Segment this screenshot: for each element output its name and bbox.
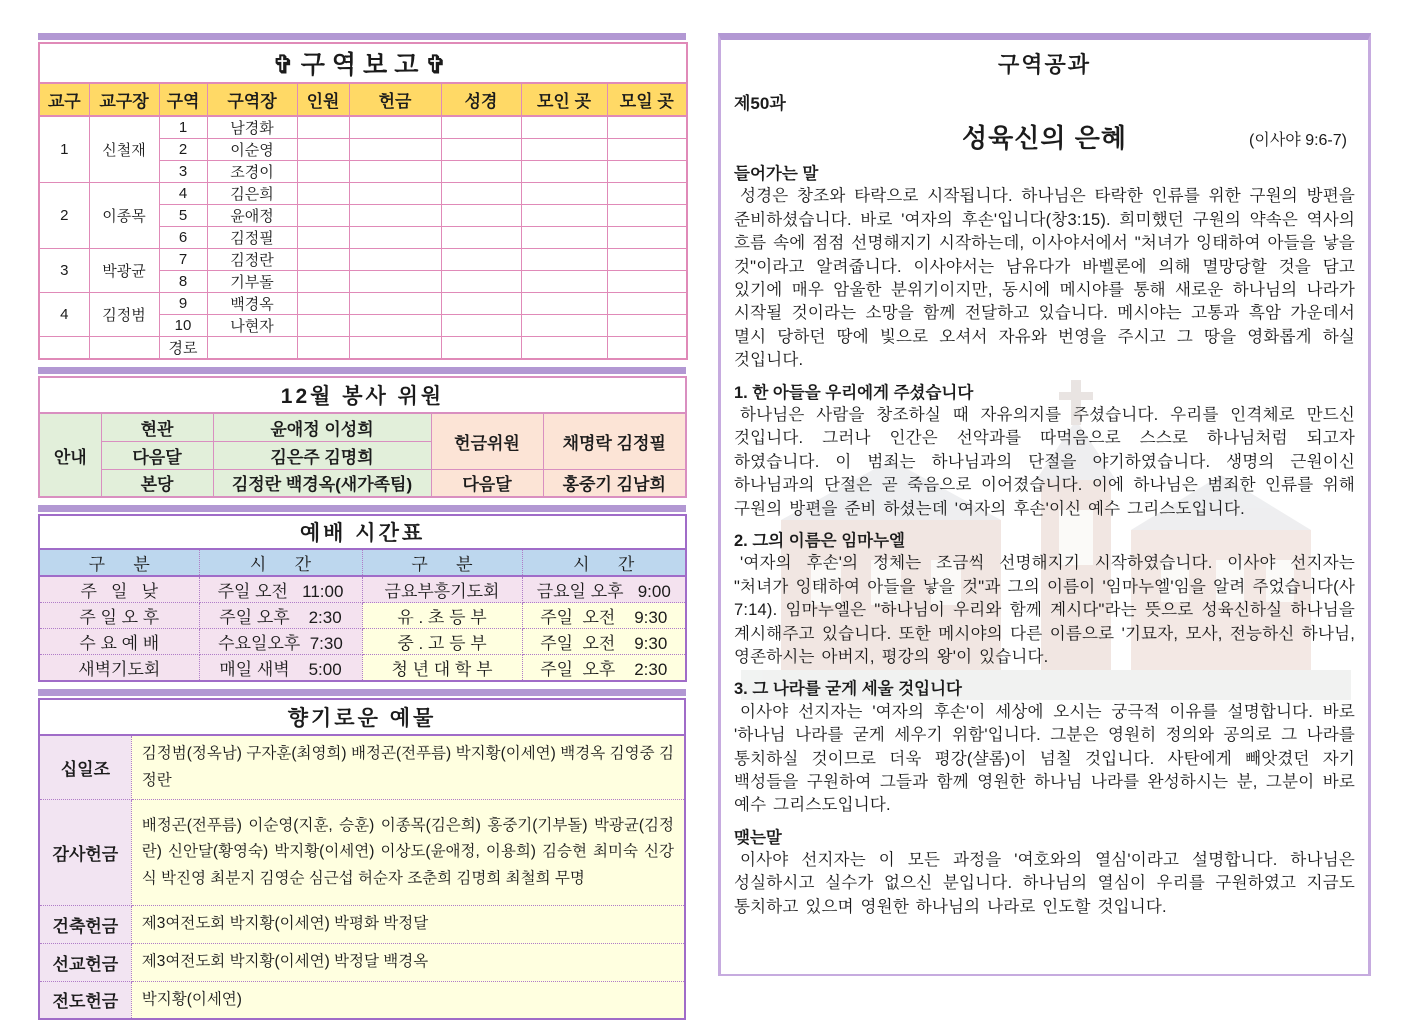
table-row [39, 735, 685, 800]
district-no: 7 [159, 249, 207, 271]
offering-names: 박지황(이세연) [131, 981, 685, 1019]
report-cell-empty [349, 139, 441, 161]
col-header-parish-leader: 교구장 [89, 83, 159, 116]
report-cell-empty [441, 315, 521, 337]
guide-names: 김은주 김명희 [213, 441, 431, 469]
service-committee-title: 12월 봉사 위원 [39, 377, 686, 413]
district-no: 10 [159, 315, 207, 337]
service-name: 청 년 대 학 부 [362, 655, 522, 682]
section-body-2: '여자의 후손'의 정체는 조금씩 선명해지기 시작하였습니다. 이사야 선지자는 "처녀가 잉태하여 아들을 낳을 것"과 그의 이름이 '임마누엘'임을 알려 주었습니다(사 7:14). 임마누엘은 "하나님이 우리와 함께 계시다"라는 뜻으로 성육신하실 하나님을 계시해주고 있습니다. 또한 메시야의 다른 이름으로 '기묘자, 모사, 전능하신 하나님, 영존하시는 아버지, 평강의 왕'이 있습니다. [734, 554, 1355, 666]
report-cell-empty [521, 293, 607, 315]
service-time: 주일 오전 11:00 [199, 576, 362, 603]
report-cell-empty [441, 293, 521, 315]
table-row [39, 43, 687, 83]
section-body-3: 이사야 선지자는 '여자의 후손'이 세상에 오시는 궁극적 이유를 설명합니다. 바로 '하나님 나라를 굳게 세우기 위함'입니다. 그분은 영원히 정의와 공의로 그 나라를 통치하실 것이므로 더욱 평강(샬롬)이 넘칠 것입니다. 사탄에게 빼앗겼던 자기 백성들을 구원하여 그들과 함께 영원한 하나님 나라를 완성하시는 분, 그분이 바로 예수 그리스도입니다. [734, 702, 1355, 815]
report-cell-empty [297, 183, 349, 205]
parish-no: 3 [39, 249, 89, 293]
report-cell-empty [297, 205, 349, 227]
col-header-time: 시 간 [522, 549, 686, 576]
offering-committee-label: 헌금위원 [431, 413, 543, 469]
offering-names: 제3여전도회 박지황(이세연) 박정달 백경옥 [131, 943, 685, 981]
col-header-parish: 교구 [39, 83, 89, 116]
report-cell-empty [349, 161, 441, 183]
district-report-table [38, 42, 688, 360]
report-cell-empty [607, 183, 687, 205]
service-time: 주일 오전 9:30 [522, 629, 686, 655]
report-cell-empty [441, 337, 521, 360]
report-cell-empty [349, 337, 441, 360]
table-row [39, 183, 687, 205]
report-cell-empty [349, 249, 441, 271]
report-cell-empty [607, 139, 687, 161]
section-body-closing: 이사야 선지자는 이 모든 과정을 '여호와의 열심'이라고 설명합니다. 하나님은 성실하시고 실수가 없으신 분입니다. 하나님의 열심이 우리를 구원하였고 지금도 통치하고 있으며 영원한 하나님의 나라로 인도할 것입니다. [734, 851, 1355, 916]
lesson-subtitle-row [734, 118, 1355, 154]
section-heading-intro: 들어가는 말 [734, 165, 819, 183]
section-heading-2: 2. 그의 이름은 임마누엘 [734, 532, 905, 551]
report-cell-empty [521, 227, 607, 249]
col-header-met-place: 모인 곳 [521, 83, 607, 116]
section-divider-bar [38, 505, 686, 512]
service-time: 주일 오후 2:30 [199, 603, 362, 629]
table-row [39, 293, 687, 315]
table-row [39, 655, 686, 682]
worship-schedule-section [38, 505, 686, 682]
district-leader: 이순영 [207, 139, 297, 161]
parish-no: 4 [39, 293, 89, 337]
report-cell-empty [607, 293, 687, 315]
service-time: 금요일 오후 9:00 [522, 576, 686, 603]
service-committee-section [38, 367, 686, 498]
service-name: 중 . 고 등 부 [362, 629, 522, 655]
table-row [39, 515, 686, 549]
report-cell-empty [521, 116, 607, 139]
report-cell-empty [607, 227, 687, 249]
report-cell-empty [521, 205, 607, 227]
parish-no: 2 [39, 183, 89, 249]
worship-schedule-title: 예배 시간표 [39, 515, 686, 549]
lesson-title: 구역공과 [997, 52, 1091, 77]
report-cell-empty [89, 337, 159, 360]
section-heading-1: 1. 한 아들을 우리에게 주셨습니다 [734, 383, 974, 402]
report-cell-empty [297, 271, 349, 293]
section-heading-3: 3. 그 나라를 굳게 세울 것입니다 [734, 680, 962, 699]
next-month-label: 다음달 [431, 469, 543, 497]
district-leader: 기부돌 [207, 271, 297, 293]
report-cell-empty [607, 249, 687, 271]
col-header-time: 시 간 [199, 549, 362, 576]
service-name: 금요부흥기도회 [362, 576, 522, 603]
report-cell-empty [297, 227, 349, 249]
service-name: 새벽기도회 [39, 655, 199, 682]
district-no: 3 [159, 161, 207, 183]
district-no: 6 [159, 227, 207, 249]
section-divider-bar [38, 367, 686, 374]
report-cell-empty [521, 161, 607, 183]
left-column [38, 33, 686, 1027]
table-row [39, 337, 687, 360]
report-cell-empty [441, 139, 521, 161]
report-cell-empty [441, 271, 521, 293]
table-row [39, 377, 686, 413]
district-leader: 나현자 [207, 315, 297, 337]
report-cell-empty [607, 271, 687, 293]
col-header-attendance: 인원 [297, 83, 349, 116]
report-cell-empty [441, 227, 521, 249]
parish-no: 1 [39, 116, 89, 183]
section-body-1: 하나님은 사람을 창조하실 때 자유의지를 주셨습니다. 우리를 인격체로 만드신 것입니다. 그러나 인간은 선악과를 따먹음으로 스스로 하나님처럼 되고자 하였습니다. 이 범죄는 하나님과의 단절을 야기하였습니다. 생명의 근원이신 하나님과의 단절은 곧 죽음으로 이어졌습니다. 이에 하나님은 범죄한 인류를 위해 구원의 방편을 준비 하셨는데 '여자의 후손'이신 예수 그리스도입니다. [734, 405, 1355, 518]
table-row [39, 906, 685, 944]
guide-names: 윤애정 이성희 [213, 413, 431, 441]
table-row [39, 629, 686, 655]
district-no: 9 [159, 293, 207, 315]
section-divider-bar [38, 689, 686, 696]
report-cell-empty [39, 337, 89, 360]
offering-names: 김정범(정옥남) 구자훈(최영희) 배정곤(전푸름) 박지황(이세연) 백경옥 김영중 김정란 [131, 735, 685, 800]
parish-leader: 박광균 [89, 249, 159, 293]
place-label: 본당 [101, 469, 213, 497]
lesson-panel [718, 33, 1371, 976]
offering-type-label: 건축헌금 [39, 906, 131, 944]
parish-leader: 이종목 [89, 183, 159, 249]
report-cell-empty [349, 271, 441, 293]
table-row [39, 249, 687, 271]
district-leader: 윤애정 [207, 205, 297, 227]
report-cell-empty [349, 315, 441, 337]
place-label: 현관 [101, 413, 213, 441]
col-header-category: 구 분 [39, 549, 199, 576]
parish-leader: 김정범 [89, 293, 159, 337]
offering-committee-names: 채명락 김정필 [543, 413, 686, 469]
service-name: 유 . 초 등 부 [362, 603, 522, 629]
section-heading-closing: 맺는말 [734, 828, 782, 847]
district-no: 4 [159, 183, 207, 205]
report-cell-empty [521, 139, 607, 161]
district-leader: 백경옥 [207, 293, 297, 315]
report-cell-empty [441, 183, 521, 205]
report-cell-empty [297, 161, 349, 183]
table-row [39, 116, 687, 139]
offerings-title: 향기로운 예물 [39, 699, 685, 735]
report-cell-empty [441, 116, 521, 139]
report-cell-empty [607, 116, 687, 139]
service-name: 주 일 오 후 [39, 603, 199, 629]
offering-type-label: 감사헌금 [39, 800, 131, 906]
report-cell-empty [349, 227, 441, 249]
district-leader: 조경이 [207, 161, 297, 183]
report-cell-empty [441, 249, 521, 271]
table-row [39, 603, 686, 629]
report-cell-empty [441, 205, 521, 227]
report-cell-empty [349, 116, 441, 139]
offering-type-label: 전도헌금 [39, 981, 131, 1019]
section-body-intro: 성경은 창조와 타락으로 시작됩니다. 하나님은 타락한 인류를 위한 구원의 방편을 준비하셨습니다. 바로 '여자의 후손'입니다(창3:15). 희미했던 구원의 약속은 역사의 흐름 속에 점점 선명해지기 시작하는데, 이사야서에서 "처녀가 잉태하여 아들을 낳을 것"이라고 알려줍니다. 이사야서는 남유다가 바벨론에 의해 멸망당할 것을 담고 있기에 매우 암울한 분위기이지만, 동시에 메시야를 통해 새로운 하나님의 나라가 시작될 것이라는 소망을 함께 전달하고 있습니다. 메시야는 고통과 흑암 가운데서 멸시 당하던 땅에 빛으로 오셔서 자유와 번영을 주시고 그 땅을 영화롭게 하실 것입니다. [734, 187, 1355, 370]
district-report-section [38, 33, 686, 360]
offering-names: 배정곤(전푸름) 이순영(지훈, 승훈) 이종목(김은희) 홍중기(기부돌) 박광균(김정란) 신안달(황영숙) 박지황(이세연) 이상도(윤애정, 이용희) 김승현 최미숙 신강식 박진영 최분지 김영순 심근섭 허순자 조춘희 김명희 최철희 무명 [131, 800, 685, 906]
parish-leader: 신철재 [89, 116, 159, 183]
worship-schedule-table [38, 514, 687, 682]
table-row [39, 413, 686, 441]
service-name: 수 요 예 배 [39, 629, 199, 655]
report-cell-empty [607, 337, 687, 360]
offerings-section [38, 689, 686, 1020]
table-row [39, 981, 685, 1019]
district-leader: 김정필 [207, 227, 297, 249]
report-cell-empty [297, 337, 349, 360]
offering-type-label: 선교헌금 [39, 943, 131, 981]
lesson-content [734, 48, 1355, 919]
section-divider-bar [38, 33, 686, 40]
report-cell-empty [521, 249, 607, 271]
district-report-title: ✞구역보고✞ [39, 43, 687, 83]
report-cell-empty [521, 315, 607, 337]
report-cell-empty [207, 337, 297, 360]
report-cell-empty [441, 161, 521, 183]
report-cell-empty [521, 183, 607, 205]
report-cell-empty [349, 293, 441, 315]
district-no: 2 [159, 139, 207, 161]
lesson-subtitle: 성육신의 은혜 [962, 123, 1127, 153]
table-row [39, 943, 685, 981]
lesson-number: 제50과 [734, 94, 786, 113]
district-leader: 김은희 [207, 183, 297, 205]
place-label: 다음달 [101, 441, 213, 469]
service-time: 주일 오전 9:30 [522, 603, 686, 629]
offering-type-label: 십일조 [39, 735, 131, 800]
service-committee-table [38, 376, 687, 498]
report-cell-empty [297, 249, 349, 271]
service-name: 주 일 낮 [39, 576, 199, 603]
district-no-senior: 경로 [159, 337, 207, 360]
report-cell-empty [607, 315, 687, 337]
table-row [39, 576, 686, 603]
table-row [39, 800, 685, 906]
report-cell-empty [297, 293, 349, 315]
report-cell-empty [349, 183, 441, 205]
col-header-district: 구역 [159, 83, 207, 116]
district-no: 1 [159, 116, 207, 139]
offering-names: 제3여전도회 박지황(이세연) 박평화 박정달 [131, 906, 685, 944]
col-header-district-leader: 구역장 [207, 83, 297, 116]
report-cell-empty [607, 205, 687, 227]
report-cell-empty [521, 271, 607, 293]
district-no: 8 [159, 271, 207, 293]
col-header-bible: 성경 [441, 83, 521, 116]
report-cell-empty [607, 161, 687, 183]
report-cell-empty [297, 315, 349, 337]
service-time: 수요일오후 7:30 [199, 629, 362, 655]
report-cell-empty [297, 116, 349, 139]
report-cell-empty [349, 205, 441, 227]
offerings-table [38, 698, 686, 1020]
col-header-offering: 헌금 [349, 83, 441, 116]
col-header-category: 구 분 [362, 549, 522, 576]
guide-label: 안내 [39, 413, 101, 497]
table-row [39, 699, 685, 735]
report-cell-empty [297, 139, 349, 161]
next-month-names: 홍중기 김남희 [543, 469, 686, 497]
guide-names: 김정란 백경옥(새가족팀) [213, 469, 431, 497]
lesson-scripture-reference: (이사야 9:6-7) [1249, 132, 1347, 149]
service-time: 매일 새벽 5:00 [199, 655, 362, 682]
col-header-meet-place: 모일 곳 [607, 83, 687, 116]
table-row [39, 83, 687, 116]
service-time: 주일 오후 2:30 [522, 655, 686, 682]
district-leader: 김정란 [207, 249, 297, 271]
table-row [39, 469, 686, 497]
table-row [39, 549, 686, 576]
report-cell-empty [521, 337, 607, 360]
district-no: 5 [159, 205, 207, 227]
district-leader: 남경화 [207, 116, 297, 139]
